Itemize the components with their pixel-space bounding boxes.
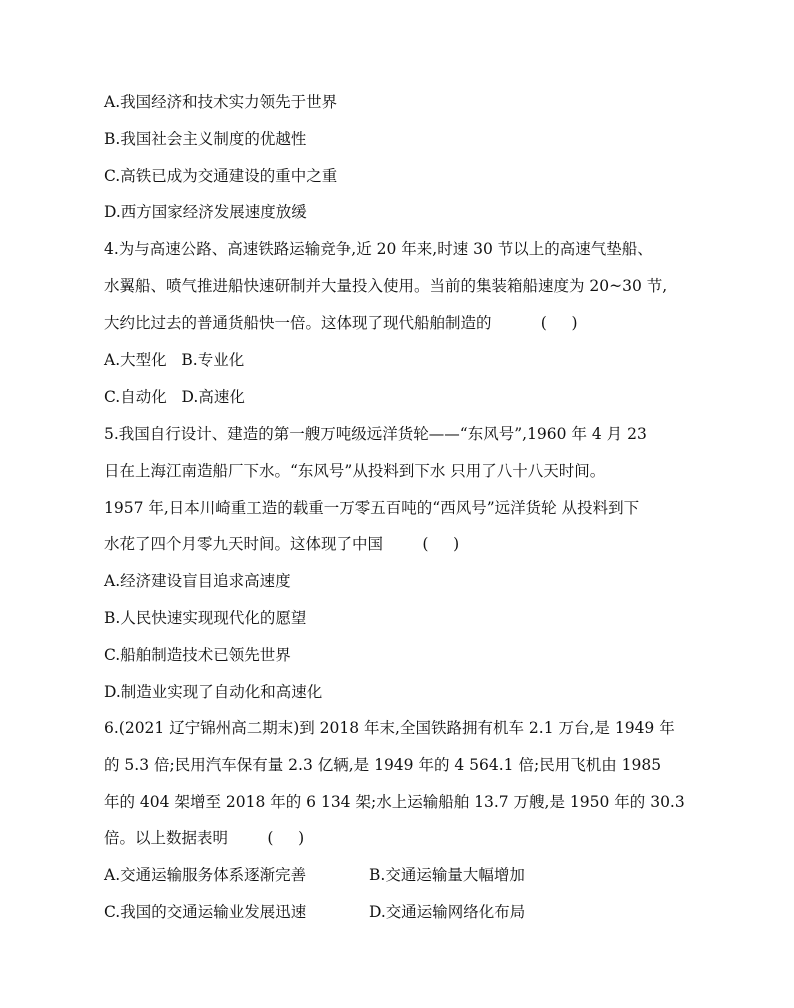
q4-options-line-2: C.自动化 D.高速化: [104, 388, 245, 406]
q5-stem-line-4: 水花了四个月零九天时间。这体现了中国 ( ): [104, 535, 460, 553]
q4-stem-line-3: 大约比过去的普通货船快一倍。这体现了现代船舶制造的 ( ): [104, 314, 578, 332]
q5-option-d: D.制造业实现了自动化和高速化: [104, 683, 323, 701]
q4-stem-line-1: 4.为与高速公路、高速铁路运输竞争,近 20 年来,时速 30 节以上的高速气垫船、: [104, 240, 653, 258]
q6-option-b: B.交通运输量大幅增加: [369, 866, 525, 884]
q5-option-a: A.经济建设盲目追求高速度: [104, 572, 291, 590]
q5-option-c: C.船舶制造技术已领先世界: [104, 646, 291, 664]
q6-stem-line-2: 的 5.3 倍;民用汽车保有量 2.3 亿辆,是 1949 年的 4 564.1 倍;民用飞机由 1985: [104, 756, 662, 774]
q6-stem-line-1: 6.(2021 辽宁锦州高二期末)到 2018 年末,全国铁路拥有机车 2.1 万台,是 1949 年: [104, 719, 675, 737]
q6-stem-line-3: 年的 404 架增至 2018 年的 6 134 架;水上运输船舶 13.7 万艘,是 1950 年的 30.3: [104, 793, 685, 811]
q6-option-a: A.交通运输服务体系逐渐完善: [104, 866, 307, 884]
q3-option-a: A.我国经济和技术实力领先于世界: [104, 93, 338, 111]
q6-option-d: D.交通运输网络化布局: [369, 903, 526, 921]
q5-option-b: B.人民快速实现现代化的愿望: [104, 609, 307, 627]
q5-stem-line-2: 日在上海江南造船厂下水。“东风号”从投料到下水 只用了八十八天时间。: [104, 462, 606, 480]
q6-stem-line-4: 倍。以上数据表明 ( ): [104, 829, 305, 847]
q3-option-c: C.高铁已成为交通建设的重中之重: [104, 167, 338, 185]
q5-stem-line-1: 5.我国自行设计、建造的第一艘万吨级远洋货轮——“东风号”,1960 年 4 月 23: [104, 425, 647, 443]
q3-option-b: B.我国社会主义制度的优越性: [104, 130, 307, 148]
q4-stem-line-2: 水翼船、喷气推进船快速研制并大量投入使用。当前的集装箱船速度为 20~30 节,: [104, 277, 668, 295]
q3-option-d: D.西方国家经济发展速度放缓: [104, 203, 307, 221]
q4-options-line-1: A.大型化 B.专业化: [104, 351, 245, 369]
q5-stem-line-3: 1957 年,日本川崎重工造的载重一万零五百吨的“西风号”远洋货轮 从投料到下: [104, 499, 640, 517]
q6-option-c: C.我国的交通运输业发展迅速: [104, 903, 307, 921]
